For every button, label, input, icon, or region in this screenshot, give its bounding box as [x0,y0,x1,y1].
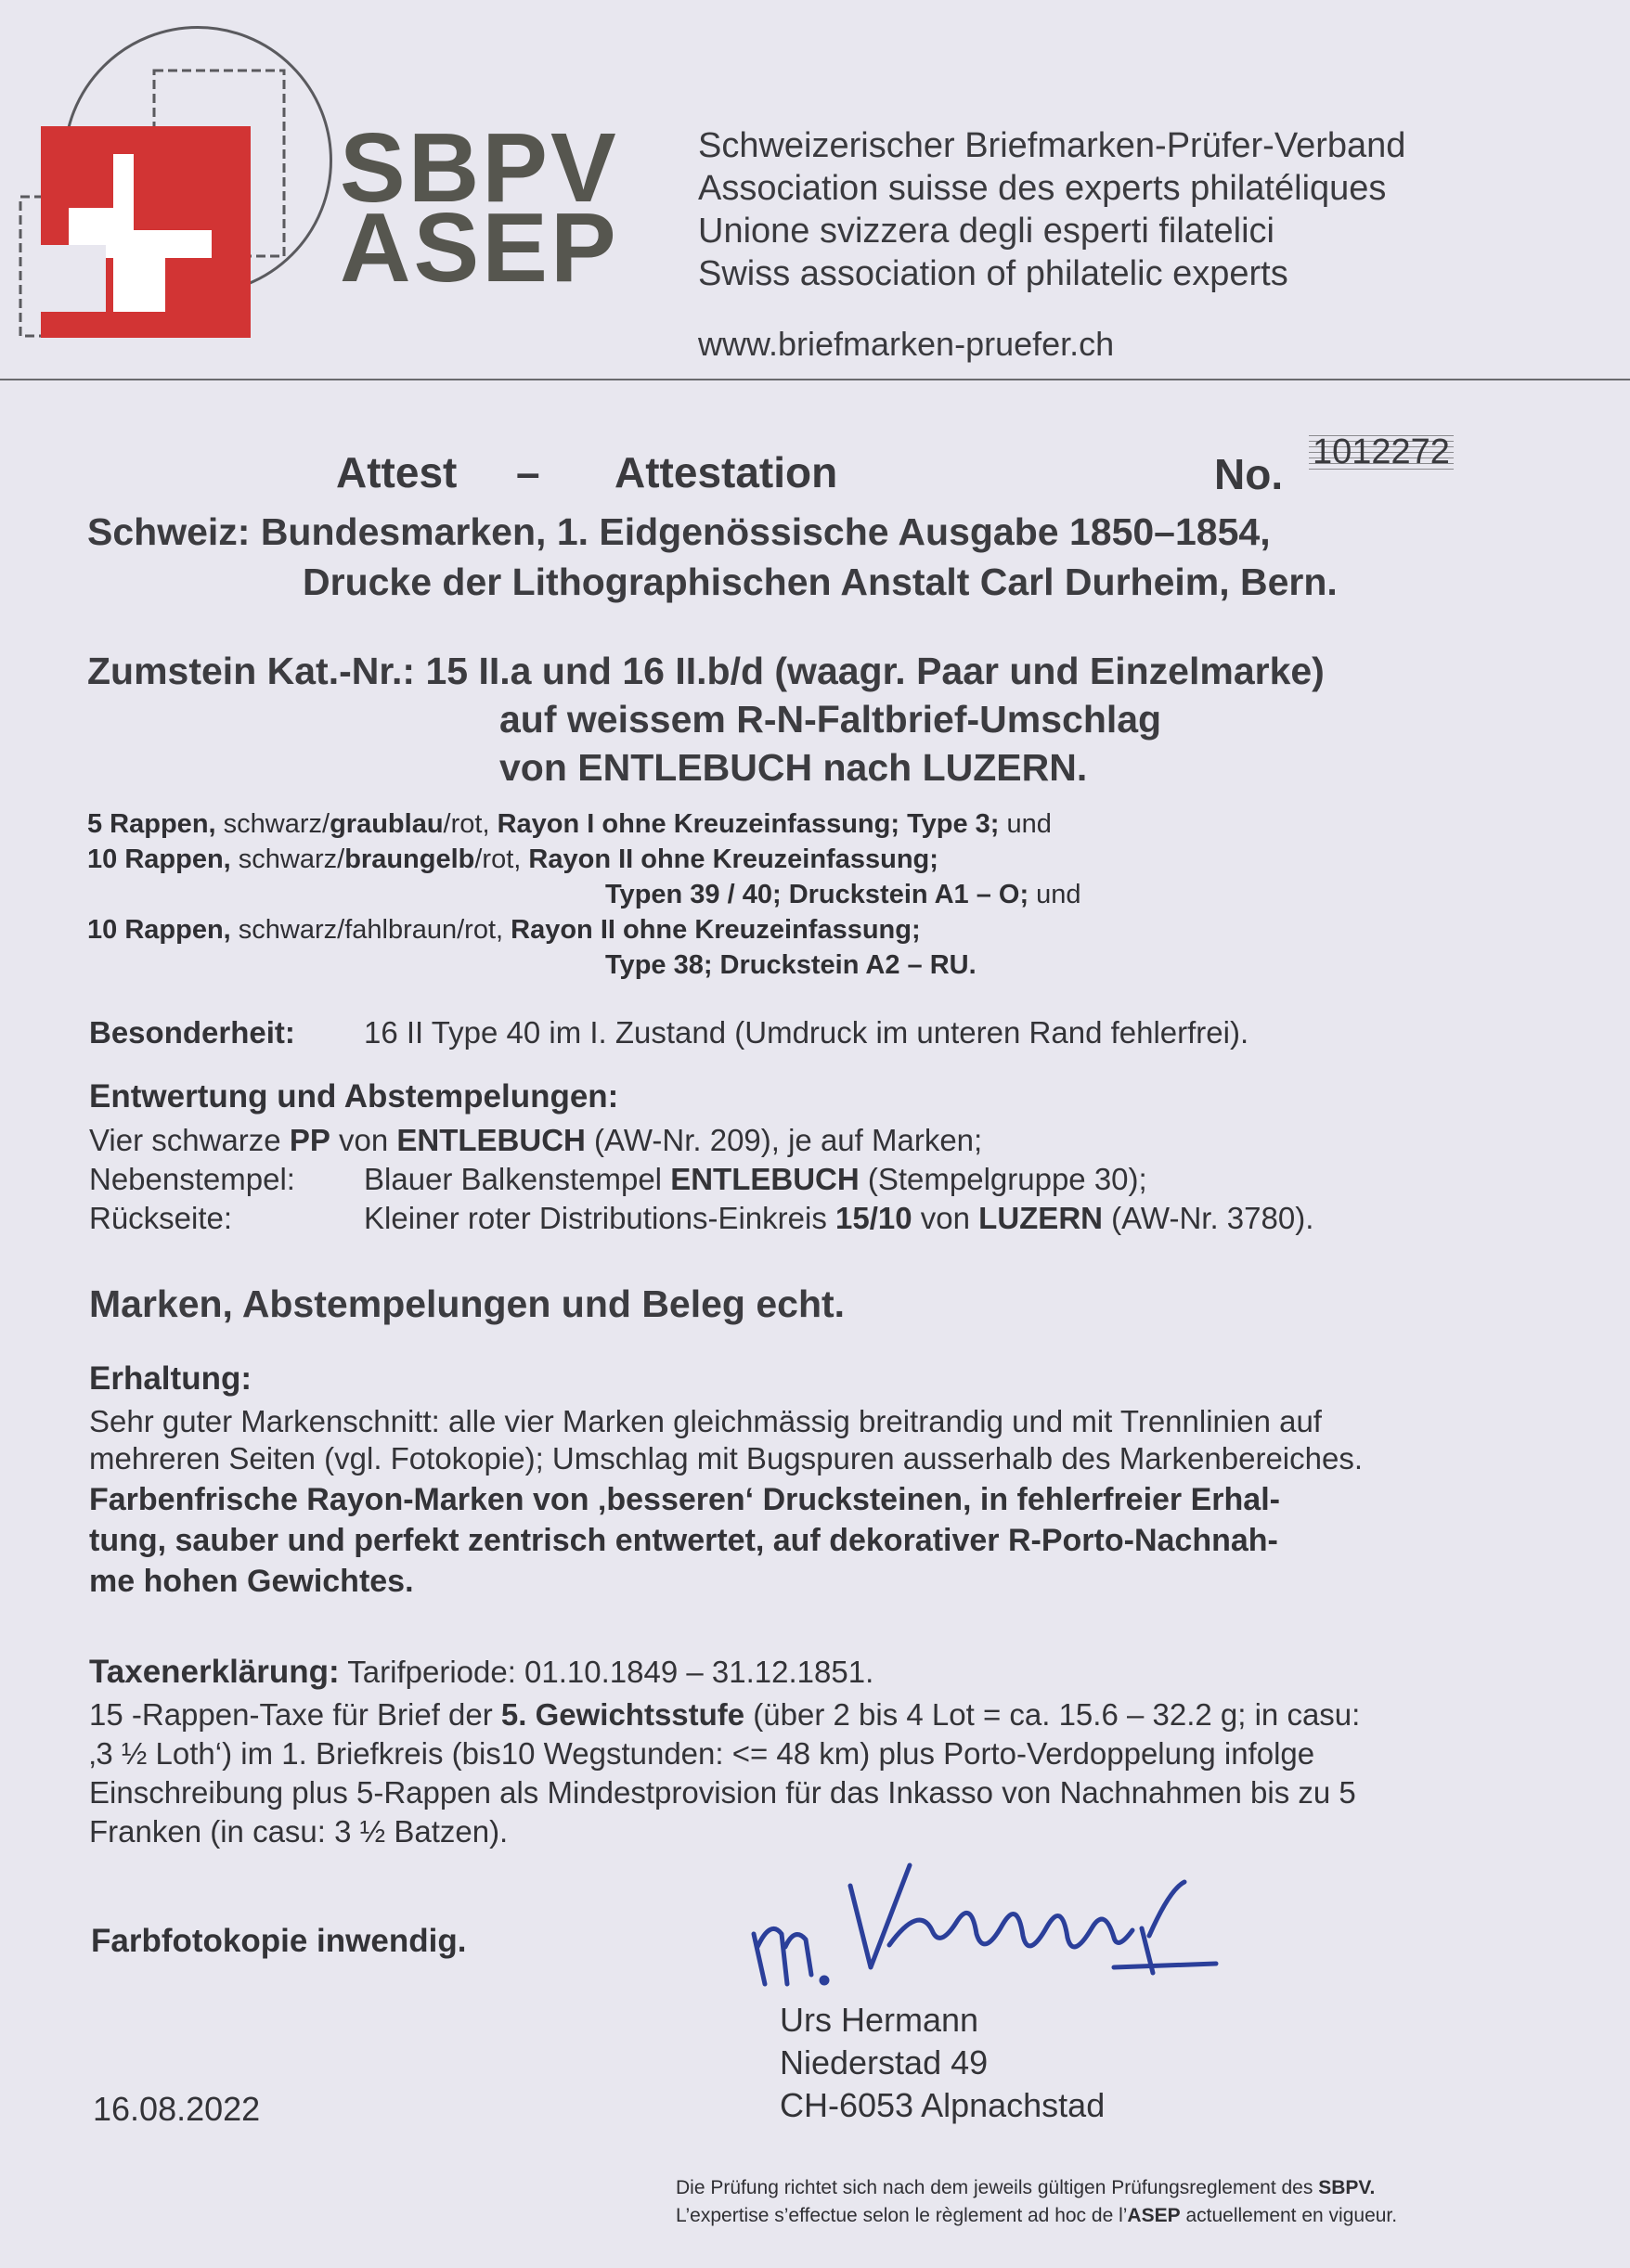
sbpv-logo [15,26,330,351]
footer-line-2 [676,2205,1397,2227]
stamp-3-types: Type 38; Druckstein A2 – RU. [605,950,977,980]
stamp-1-rayon: Rayon I ohne Kreuzeinfassung; Type 3; [489,809,1000,839]
taxe-label: Taxenerklärung: [89,1654,340,1690]
stamp-2-color-post: /rot, [474,844,522,874]
taxe-line-1 [89,1696,1360,1733]
entwertung-heading: Entwertung und Abstempelungen: [89,1078,619,1115]
stamp-2-value: 10 Rappen, [87,844,231,874]
stamp-3-rayon: Rayon II ohne Kreuzeinfassung; [503,915,921,945]
signer-name: Urs Hermann [780,2001,979,2039]
assoc-en: Swiss association of philatelic experts [698,254,1288,293]
entwertung-r3-place: LUZERN [978,1201,1103,1235]
stamp-1-color-post: /rot, [443,809,490,839]
stamp-3-color: schwarz/fahlbraun/rot, [230,915,504,945]
entwertung-r3-c: von [912,1201,979,1235]
besonderheit-label: Besonderheit: [89,1015,295,1050]
entwertung-r1-place: ENTLEBUCH [396,1123,586,1157]
stamp-2-color-bold: braungelb [344,844,475,874]
entwertung-row-3 [364,1201,1313,1236]
erhaltung-bold-line-2: tung, sauber und perfekt zentrisch entwertet, auf dekorativer R-Porto-Nachnah- [89,1523,1278,1558]
stamp-2-line [87,844,938,875]
erhaltung-bold-line-1: Farbenfrische Rayon-Marken von ‚besseren‘ Drucksteinen, in fehlerfreier Erhal- [89,1482,1280,1517]
swiss-cross-stamp-icon [15,26,330,351]
stamp-1-line [87,809,1052,840]
taxe-heading-line [89,1654,873,1691]
assoc-fr: Association suisse des experts philatéliques [698,169,1387,208]
stamp-1-value: 5 Rappen, [87,809,216,839]
entwertung-r2-c: (Stempelgruppe 30); [859,1162,1147,1196]
title-attestation: Attestation [614,448,838,496]
footer-l2-asep: ASEP [1127,2205,1181,2226]
stamp-3-value: 10 Rappen, [87,915,231,945]
photocopy-note: Farbfotokopie inwendig. [91,1923,467,1959]
stamp-2-types: Typen 39 / 40; Druckstein A1 – O; [605,880,1029,909]
association-names [698,124,1405,295]
signer-street: Niederstad 49 [780,2043,989,2081]
footer-l1-a: Die Prüfung richtet sich nach dem jeweils gültigen Prüfungsreglement des [676,2177,1319,2198]
taxe-line-3: Einschreibung plus 5-Rappen als Mindestprovision für das Inkasso von Nachnahmen bis zu 5 [89,1775,1356,1810]
entwertung-r1-c: von [330,1123,397,1157]
entwertung-r1-e: (AW-Nr. 209), je auf Marken; [585,1123,983,1157]
erhaltung-line-1: Sehr guter Markenschnitt: alle vier Marken gleichmässig breitrandig und mit Trennlinien auf [89,1404,1322,1438]
footer-line-1 [676,2177,1375,2199]
besonderheit-text: 16 II Type 40 im I. Zustand (Umdruck im unteren Rand fehlerfrei). [364,1015,1249,1050]
entwertung-r2-a: Blauer Balkenstempel [364,1162,671,1196]
catalog-line-2: auf weissem R-N-Faltbrief-Umschlag [499,698,1162,741]
title-dash: – [516,448,540,496]
stamp-2-types-line [605,880,1081,910]
taxe-line-2: ‚3 ½ Loth‘) im 1. Briefkreis (bis10 Wegstunden: <= 48 km) plus Porto-Verdoppelung infolge [89,1736,1315,1771]
stamp-3-line [87,915,921,946]
stamp-2-color-pre: schwarz/ [230,844,345,874]
stamp-1-color-bold: graublau [330,809,444,839]
assoc-it: Unione svizzera degli esperti filatelici [698,212,1274,251]
erhaltung-bold-line-3: me hohen Gewichtes. [89,1564,414,1599]
taxe-l1-a: 15 -Rappen-Taxe für Brief der [89,1697,501,1732]
erhaltung-heading: Erhaltung: [89,1360,252,1397]
entwertung-r2-label: Nebenstempel: [89,1162,295,1196]
stamp-1-color-pre: schwarz/ [215,809,330,839]
erhaltung-line-2: mehreren Seiten (vgl. Fotokopie); Umschlag mit Bugspuren ausserhalb des Markenbereiches. [89,1441,1363,1475]
entwertung-row-2 [364,1162,1147,1197]
catalog-line-1: Zumstein Kat.-Nr.: 15 II.a und 16 II.b/d (waagr. Paar und Einzelmarke) [87,650,1325,692]
entwertung-r3-e: (AW-Nr. 3780). [1102,1201,1314,1235]
issue-date: 16.08.2022 [93,2090,261,2128]
footer-l1-sbpv: SBPV. [1318,2177,1376,2198]
certificate-no-label: No. [1214,450,1284,498]
signer-city: CH-6053 Alpnachstad [780,2086,1106,2124]
entwertung-row-1 [89,1123,982,1158]
stamp-1-und: und [999,809,1052,839]
certificate-number: 1012272 [1309,431,1454,474]
entwertung-r2-place: ENTLEBUCH [670,1162,860,1196]
subject-line-1: Schweiz: Bundesmarken, 1. Eidgenössische Ausgabe 1850–1854, [87,510,1271,553]
entwertung-r3-label: Rückseite: [89,1201,233,1235]
verdict: Marken, Abstempelungen und Beleg echt. [89,1282,846,1325]
stamp-2-rayon: Rayon II ohne Kreuzeinfassung; [521,844,938,874]
title-attest: Attest [336,448,458,496]
taxe-l1-weight: 5. Gewichtsstufe [500,1697,745,1732]
stamp-2-und: und [1028,880,1081,909]
website: www.briefmarken-pruefer.ch [698,325,1115,363]
entwertung-r1-pp: PP [289,1123,330,1157]
footer-l2-c: actuellement en vigueur. [1180,2205,1398,2226]
subject-line-2: Drucke der Lithographischen Anstalt Carl Durheim, Bern. [303,561,1338,603]
entwertung-r3-a: Kleiner roter Distributions-Einkreis [364,1201,836,1235]
brand-asep: ASEP [340,193,619,303]
header-divider [0,379,1630,380]
entwertung-r1-a: Vier schwarze [89,1123,290,1157]
taxe-l1-c: (über 2 bis 4 Lot = ca. 15.6 – 32.2 g; in casu: [744,1697,1361,1732]
stamp-3-types-line [605,950,977,981]
taxe-period: Tarifperiode: 01.10.1849 – 31.12.1851. [339,1655,874,1689]
brand-sbpv: SBPV [340,113,619,223]
taxe-line-4: Franken (in casu: 3 ½ Batzen). [89,1814,509,1849]
footer-l2-a: L’expertise s’effectue selon le règlement ad hoc de l’ [676,2205,1128,2226]
assoc-de: Schweizerischer Briefmarken-Prüfer-Verband [698,126,1406,165]
brand-logo-text [340,113,619,303]
catalog-line-3: von ENTLEBUCH nach LUZERN. [499,746,1088,789]
entwertung-r3-time: 15/10 [835,1201,912,1235]
